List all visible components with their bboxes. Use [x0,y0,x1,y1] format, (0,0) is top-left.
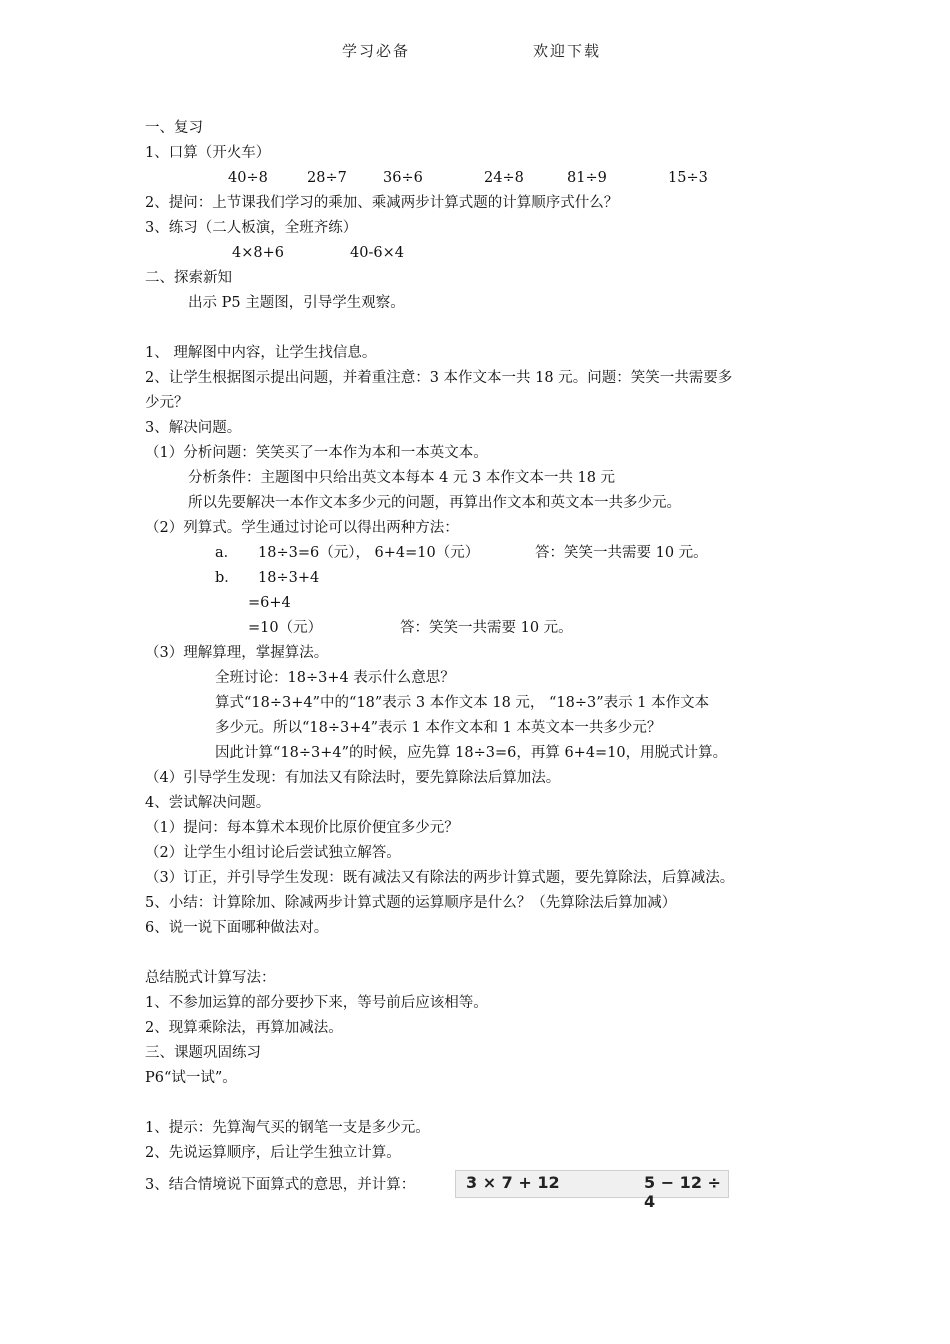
oral-calc-item: 36÷6 [383,170,423,186]
formula-left: 3 × 7 + 12 [466,1173,560,1192]
text-line: 因此计算“18÷3+4”的时候，应先算 18÷3=6，再算 6+4=10，用脱式计算。 [215,745,728,761]
text-line: 2、让学生根据图示提出问题，并着重注意：3 本作文本一共 18 元。问题：笑笑一共需要多 [145,370,733,386]
method-b-label: b． [215,570,239,586]
text-line: 2、先说运算顺序，后让学生独立计算。 [145,1145,401,1161]
method-b-row [0,568,950,588]
question-line: 2、提问：上节课我们学习的乘加、乘减两步计算式题的计算顺序式什么？ [145,195,619,211]
method-a-answer: 答：笑笑一共需要 10 元。 [535,545,708,561]
practice-item: 40-6×4 [350,245,404,261]
text-line: （2）列算式。学生通过讨论可以得出两种方法： [145,520,459,536]
header-left: 学习必备 [342,42,411,60]
text-line: P6“试一试”。 [145,1070,237,1086]
formula-right: 5 − 12 ÷ 4 [644,1173,721,1211]
text-line: 1、提示：先算淘气买的钢笔一支是多少元。 [145,1120,430,1136]
section-explore-heading: 二、探索新知 [145,270,232,286]
text-line: （3）理解算理，掌握算法。 [145,645,329,661]
text-line: 全班讨论：18÷3+4 表示什么意思？ [215,670,455,686]
method-b-row [0,593,950,613]
oral-calc-heading: 1、口算（开火车） [145,145,271,161]
text-line: 6、说一说下面哪种做法对。 [145,920,329,936]
text-line: （2）让学生小组讨论后尝试独立解答。 [145,845,401,861]
method-b-step: =10（元） [248,620,323,636]
practice-item: 4×8+6 [232,245,284,261]
text-line: 出示 P5 主题图，引导学生观察。 [188,295,405,311]
text-line: （1）提问：每本算术本现价比原价便宜多少元？ [145,820,459,836]
text-line: （4）引导学生发现：有加法又有除法时，要先算除法后算加法。 [145,770,561,786]
text-line: 3、结合情境说下面算式的意思，并计算： [145,1177,416,1193]
method-a-row [0,543,950,563]
oral-calc-item: 24÷8 [484,170,524,186]
formula-image [455,1170,729,1211]
text-line: 5、小结：计算除加、除减两步计算式题的运算顺序是什么？（先算除法后算加减） [145,895,677,911]
text-line: 所以先要解决一本作文本多少元的问题，再算出作文本和英文本一共多少元。 [188,495,681,511]
method-b-step: 18÷3+4 [258,570,320,586]
practice-heading: 3、练习（二人板演，全班齐练） [145,220,358,236]
oral-calc-item: 15÷3 [668,170,708,186]
practice-row [0,243,950,263]
header-right: 欢迎下载 [533,42,602,60]
text-line: （3）订正，并引导学生发现：既有减法又有除法的两步计算式题，要先算除法，后算减法。 [145,870,735,886]
text-line: 3、解决问题。 [145,420,242,436]
summary-heading: 总结脱式计算写法： [145,970,276,986]
text-line: 2、现算乘除法，再算加减法。 [145,1020,343,1036]
text-line: 算式“18÷3+4”中的“18”表示 3 本作文本 18 元， “18÷3”表示 1 本作文本 [215,695,710,711]
text-line: （1）分析问题：笑笑买了一本作为本和一本英文本。 [145,445,488,461]
text-line: 多少元。所以“18÷3+4”表示 1 本作文本和 1 本英文本一共多少元？ [215,720,662,736]
text-line: 4、尝试解决问题。 [145,795,271,811]
text-line: 少元？ [145,395,189,411]
section-practice-heading: 三、课题巩固练习 [145,1045,261,1061]
text-line: 分析条件：主题图中只给出英文本每本 4 元 3 本作文本一共 18 元 [188,470,616,486]
section-review-heading: 一、复习 [145,120,203,136]
oral-calc-row [0,168,950,188]
method-b-row [0,618,950,638]
oral-calc-item: 81÷9 [567,170,607,186]
method-a-label: a． [215,545,239,561]
method-b-answer: 答：笑笑一共需要 10 元。 [400,620,573,636]
oral-calc-item: 40÷8 [228,170,268,186]
text-line: 1、 理解图中内容，让学生找信息。 [145,345,377,361]
method-b-step: =6+4 [248,595,291,611]
oral-calc-item: 28÷7 [307,170,347,186]
text-line: 1、不参加运算的部分要抄下来，等号前后应该相等。 [145,995,488,1011]
method-a-expr: 18÷3=6（元）， 6+4=10（元） [258,545,480,561]
